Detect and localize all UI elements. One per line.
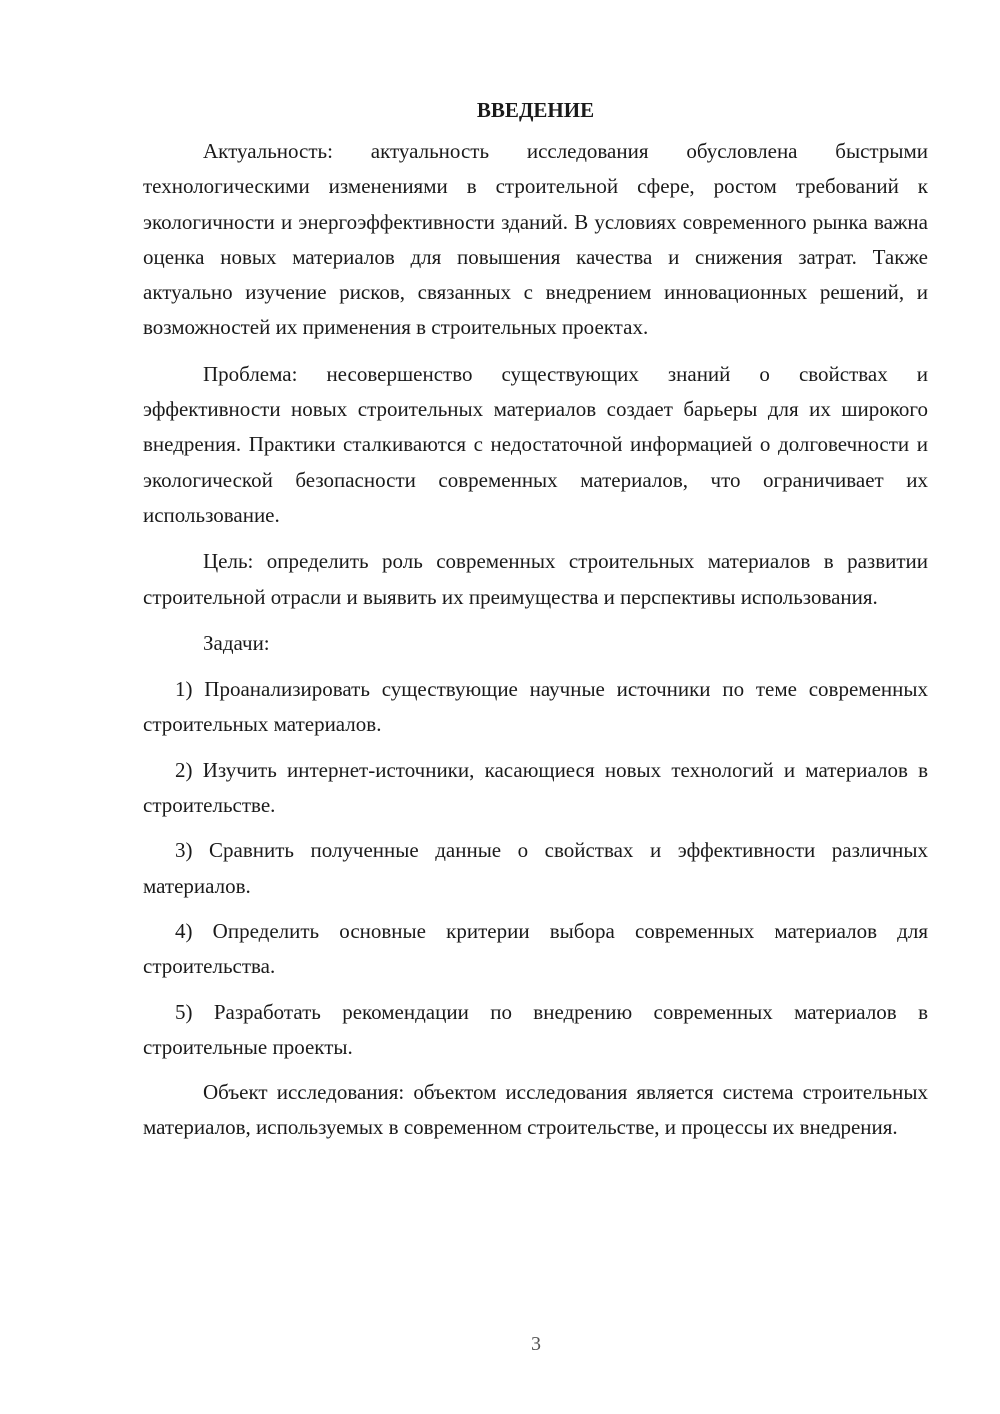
task-item-3: 3) Сравнить полученные данные о свойствах и эффективности различных материалов. bbox=[143, 838, 928, 898]
problem-paragraph: Проблема: несовершенство существующих знаний о свойствах и эффективности новых строительных материалов создает барьеры для их широкого внедрения. Практики сталкиваются с недостаточной информацией о долговечности и экологической безопасности современных материалов, что ограничивает их использование. bbox=[143, 361, 928, 527]
goal-paragraph: Цель: определить роль современных строительных материалов в развитии строительной отрасли и выявить их преимущества и перспективы использования. bbox=[143, 549, 928, 609]
page-number: 3 bbox=[531, 1333, 541, 1355]
task-item-2: 2) Изучить интернет-источники, касающиеся новых технологий и материалов в строительстве. bbox=[143, 757, 928, 818]
page-content bbox=[143, 95, 928, 1157]
page-title: ВВЕДЕНИЕ bbox=[476, 98, 595, 122]
relevance-paragraph: Актуальность: актуальность исследования обусловлена быстрыми технологическими изменениями в строительной сфере, ростом требований к экологичности и энергоэффективности зданий. В условиях современного рынка важна оценка новых материалов для повышения качества и снижения затрат. Также актуально изучение рисков, связанных с внедрением инновационных решений, и возможностей их применения в строительных проектах. bbox=[143, 139, 928, 340]
object-paragraph: Объект исследования: объектом исследования является система строительных материалов, используемых в современном строительстве, и процессы их внедрения. bbox=[143, 1080, 928, 1140]
task-item-1: 1) Проанализировать существующие научные источники по теме современных строительных материалов. bbox=[143, 677, 928, 737]
task-item-4: 4) Определить основные критерии выбора современных материалов для строительства. bbox=[143, 918, 928, 979]
task-item-5: 5) Разработать рекомендации по внедрению современных материалов в строительные проекты. bbox=[143, 999, 928, 1059]
tasks-heading: Задачи: bbox=[203, 630, 270, 655]
